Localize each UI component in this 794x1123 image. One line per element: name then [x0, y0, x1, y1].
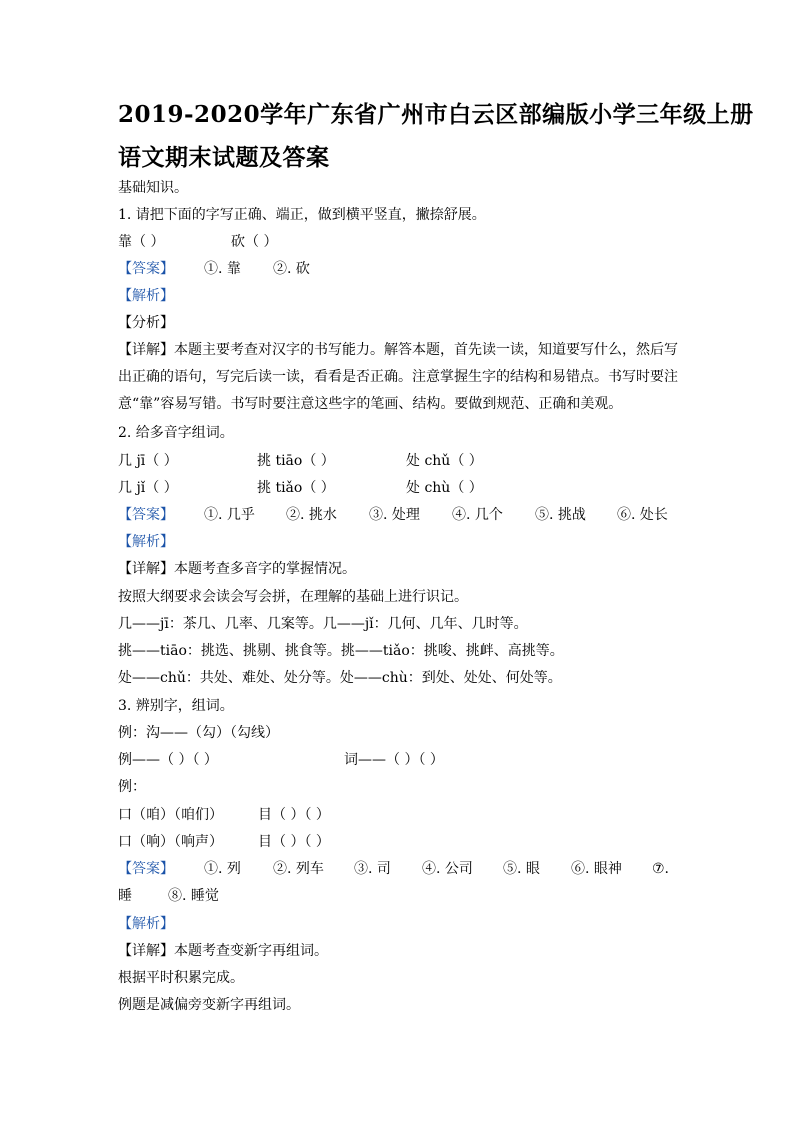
- answer-item: ③. 司: [354, 861, 391, 877]
- answer-item: 睡: [118, 888, 132, 904]
- answer-label: 【答案】: [118, 261, 174, 277]
- q3-example-word: 口（响）（响声）: [118, 834, 223, 850]
- q2-detail-line: 【详解】本题考查多音字的掌握情况。: [118, 561, 356, 577]
- q2-detail-line: 几——jī：茶几、几率、几案等。几——jǐ：几何、几年、几时等。: [118, 616, 528, 632]
- q3-example-2: 例：: [118, 779, 146, 795]
- q3-blank: 目（ ）（ ）: [258, 834, 330, 850]
- answer-item: ②. 列车: [273, 861, 324, 877]
- q3-example-word: 口（咱）（咱们）: [118, 807, 223, 823]
- answer-label: 【答案】: [118, 861, 174, 877]
- q1-detail-line: 出正确的语句，写完后读一读，看看是否正确。注意掌握生字的结构和易错点。书写时要注: [118, 369, 678, 385]
- q3-detail-line: 【详解】本题考查变新字再组词。: [118, 943, 328, 959]
- q2-detail-line: 处——chǔ：共处、难处、处分等。处——chù：到处、处处、何处等。: [118, 670, 562, 686]
- q3-blank: 例——（ ）（ ）: [118, 752, 218, 768]
- document-title-line-1: 2019-2020学年广东省广州市白云区部编版小学三年级上册: [118, 101, 754, 128]
- q3-analysis-label: 【解析】: [118, 916, 174, 932]
- answer-item: ①. 几乎: [204, 507, 255, 523]
- q2-blank: 几 jī（ ）: [118, 453, 178, 469]
- answer-item: ⑥. 处长: [617, 507, 668, 523]
- q2-blank: 处 chǔ（ ）: [406, 453, 483, 469]
- q3-blank: 目（ ）（ ）: [258, 807, 330, 823]
- section-heading: 基础知识。: [118, 180, 188, 196]
- answer-item: ⑧. 睡觉: [168, 888, 219, 904]
- answer-label: 【答案】: [118, 507, 174, 523]
- answer-item: ③. 处理: [369, 507, 420, 523]
- answer-item: ②. 砍: [273, 261, 310, 277]
- answer-item: ⑤. 挑战: [535, 507, 586, 523]
- q2-blank: 挑 tiǎo（ ）: [257, 480, 335, 496]
- q2-blank: 几 jǐ（ ）: [118, 480, 178, 496]
- q2-detail-line: 挑——tiāo：挑选、挑剔、挑食等。挑——tiǎo：挑唆、挑衅、高挑等。: [118, 643, 564, 659]
- q1-stem: 1. 请把下面的字写正确、端正，做到横平竖直，撇捺舒展。: [118, 207, 486, 223]
- q1-blank-b: 砍（ ）: [231, 234, 278, 250]
- q3-blank: 词——（ ）（ ）: [344, 752, 444, 768]
- q2-analysis-label: 【解析】: [118, 534, 174, 550]
- answer-item: ⑦.: [652, 861, 670, 877]
- q3-example: 例：沟——（勾）（勾线）: [118, 725, 279, 741]
- answer-item: ④. 几个: [452, 507, 503, 523]
- answer-item: ②. 挑水: [286, 507, 337, 523]
- answer-item: ⑤. 眼: [503, 861, 540, 877]
- q1-detail-line: 意“靠”容易写错。书写时要注意这些字的笔画、结构。要做到规范、正确和美观。: [118, 396, 623, 412]
- answer-item: ①. 列: [204, 861, 241, 877]
- answer-item: ①. 靠: [204, 261, 241, 277]
- answer-item: ⑥. 眼神: [571, 861, 622, 877]
- q3-detail-line: 例题是减偏旁变新字再组词。: [118, 997, 300, 1013]
- q1-analysis-label: 【解析】: [118, 288, 174, 304]
- q2-blank: 处 chù（ ）: [406, 480, 483, 496]
- document-title-line-2: 语文期末试题及答案: [118, 144, 330, 171]
- q1-detail-line: 【详解】本题主要考查对汉字的书写能力。解答本题，首先读一读，知道要写什么，然后写: [118, 342, 678, 358]
- q3-detail-line: 根据平时积累完成。: [118, 970, 244, 986]
- q2-detail-line: 按照大纲要求会读会写会拼，在理解的基础上进行识记。: [118, 589, 468, 605]
- q3-stem: 3. 辨别字，组词。: [118, 698, 234, 714]
- q2-stem: 2. 给多音字组词。: [118, 425, 234, 441]
- answer-item: ④. 公司: [422, 861, 473, 877]
- q1-fenxi-label: 【分析】: [118, 315, 174, 331]
- q1-blank-a: 靠（ ）: [118, 234, 165, 250]
- q2-blank: 挑 tiāo（ ）: [257, 453, 335, 469]
